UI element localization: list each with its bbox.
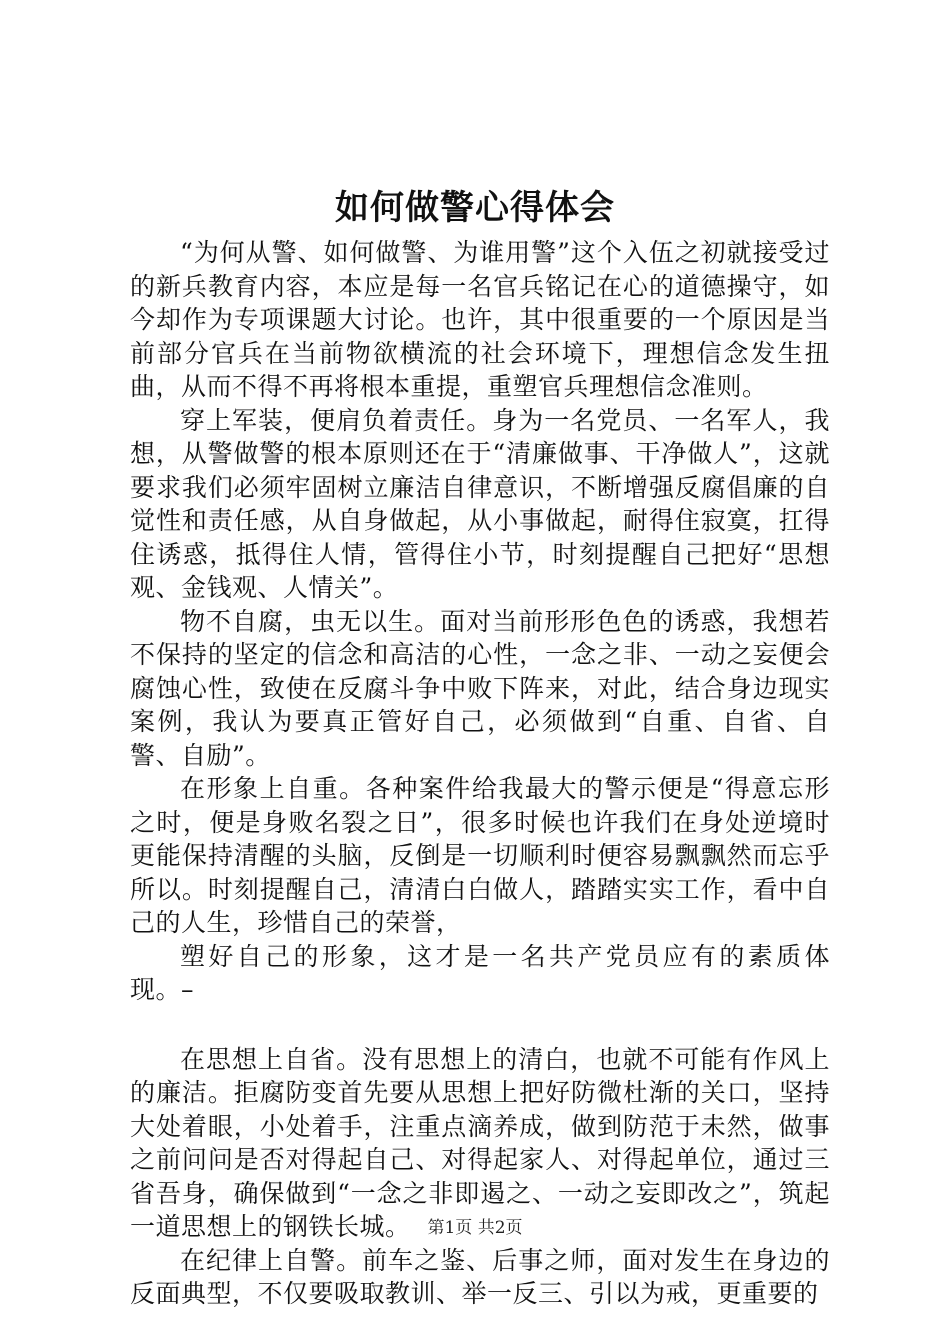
blank-line [130, 1007, 830, 1043]
paragraph: 在思想上自省。没有思想上的清白，也就不可能有作风上的廉洁。拒腐防变首先要从思想上把好防微杜渐的关口，坚持大处着眼，小处着手，注重点滴养成，做到防范于未然，做事之前问问是否对得起自己、对得起家人、对得起单位，通过三省吾身，确保做到“一念之非即遏之、一动之妄即改之”，筑起一道思想上的钢铁长城。 [130, 1044, 830, 1241]
paragraph: 在形象上自重。各种案件给我最大的警示便是“得意忘形之时，便是身败名裂之日”，很多时候也许我们在身处逆境时更能保持清醒的头脑，反倒是一切顺利时便容易飘飘然而忘乎所以。时刻提醒自己，清清白白做人，踏踏实实工作，看中自己的人生，珍惜自己的荣誉， [130, 774, 830, 937]
paragraph: “为何从警、如何做警、为谁用警”这个入伍之初就接受过的新兵教育内容，本应是每一名官兵铭记在心的道德操守，如今却作为专项课题大讨论。也许，其中很重要的一个原因是当前部分官兵在当前物欲横流的社会环境下，理想信念发生扭曲，从而不得不再将根本重提，重塑官兵理想信念准则。 [130, 238, 830, 401]
page-number-footer: 第1页 共2页 [427, 1218, 523, 1238]
document-title: 如何做警心得体会 [335, 188, 615, 228]
paragraph: 物不自腐，虫无以生。面对当前形形色色的诱惑，我想若不保持的坚定的信念和高洁的心性，一念之非、一动之妄便会腐蚀心性，致使在反腐斗争中败下阵来，对此，结合身边现实案例，我认为要真正管好自己，必须做到“自重、自省、自警、自励”。 [130, 606, 830, 770]
paragraph: 穿上军装，便肩负着责任。身为一名党员、一名军人，我想，从警做警的根本原则还在于“清廉做事、干净做人”，这就要求我们必须牢固树立廉洁自律意识，不断增强反腐倡廉的自觉性和责任感，从自身做起，从小事做起，耐得住寂寞，扛得住诱惑，抵得住人情，管得住小节，时刻提醒自己把好“思想观、金钱观、人情关”。 [130, 405, 830, 602]
document-body [130, 236, 830, 1311]
paragraph: 塑好自己的形象，这才是一名共产党员应有的素质体现。– [130, 941, 830, 1004]
paragraph: 在纪律上自警。前车之鉴、后事之师，面对发生在身边的反面典型，不仅要吸取教训、举一反三、引以为戒，更重要的 [130, 1245, 830, 1308]
